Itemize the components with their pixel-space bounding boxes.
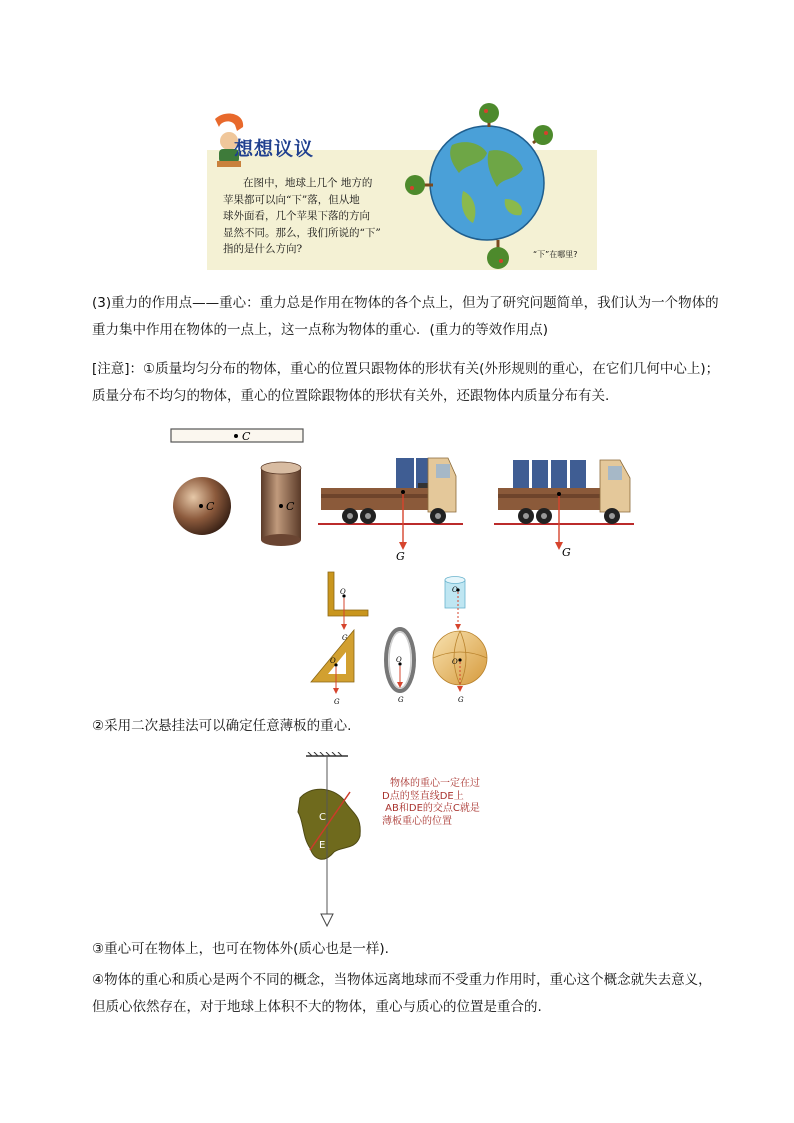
paragraph-line: ④物体的重心和质心是两个不同的概念，当物体远离地球而不受重力作用时，重心这个概念就失去意义， xyxy=(92,972,712,988)
center-of-mass-paragraph xyxy=(92,967,732,1021)
center-point-label: C xyxy=(319,812,326,823)
svg-text:O: O xyxy=(340,588,346,596)
paragraph-line: 重力集中作用在物体的一点上，这一点称为物体的重心．(重力的等效作用点) xyxy=(92,322,549,338)
paragraph-line: 但质心依然存在，对于地球上体积不大的物体，重心与质心的位置是重合的. xyxy=(92,999,542,1015)
think-discuss-title: 想想议议 xyxy=(234,138,315,160)
suspension-figure xyxy=(290,752,520,932)
suspension-method-paragraph: ②采用二次悬挂法可以确定任意薄板的重心. xyxy=(92,718,352,734)
annotation-line: 物体的重心一定在过 xyxy=(390,778,480,789)
svg-text:O: O xyxy=(396,656,402,664)
svg-text:O: O xyxy=(452,586,458,594)
annotation-line: AB和DE的交点C就是 xyxy=(382,803,480,814)
svg-text:O: O xyxy=(330,657,336,665)
svg-text:G: G xyxy=(398,696,404,704)
annotation-line: D点的竖直线DE上 xyxy=(382,790,464,802)
truck-weight-label: G xyxy=(396,550,405,563)
text-line: 球外面看，几个苹果下落的方向 xyxy=(223,210,370,222)
paragraph-line: 质量分布不均匀的物体，重心的位置除跟物体的形状有关外，还跟物体内质量分布有关. xyxy=(92,388,610,404)
triangle-plate xyxy=(311,630,354,706)
truck-weight-label: G xyxy=(562,546,571,559)
center-of-gravity-paragraph xyxy=(92,290,732,344)
suspension-annotation xyxy=(382,778,520,828)
svg-text:O: O xyxy=(452,658,458,666)
annotation-line: 薄板重心的位置 xyxy=(382,815,452,827)
irregular-plate xyxy=(298,789,360,859)
svg-text:G: G xyxy=(334,698,340,706)
note-paragraph xyxy=(92,356,732,410)
text-line: 显然不同。那么，我们所说的“下” xyxy=(223,226,381,239)
where-is-down-caption: “下”在哪里? xyxy=(533,250,578,259)
text-line: 指的是什么方向? xyxy=(223,243,303,255)
svg-text:G: G xyxy=(342,634,348,642)
text-line: 在图中，地球上几个 地方的 xyxy=(243,177,373,189)
center-inside-outside-paragraph: ③重心可在物体上，也可在物体外(质心也是一样). xyxy=(92,941,389,957)
svg-text:G: G xyxy=(458,696,464,704)
ring xyxy=(386,629,414,704)
cylinder-center-label: C xyxy=(286,500,295,513)
text-line: 苹果都可以向“下”落，但从地 xyxy=(223,193,360,206)
loaded-truck-spread xyxy=(494,460,634,559)
paragraph-line: (3)重力的作用点——重心：重力总是作用在物体的各个点上，但为了研究问题简单，我们认为一个物体的 xyxy=(92,295,719,311)
basketball xyxy=(433,631,487,704)
point-e-label: E xyxy=(319,840,326,851)
paragraph-line: [注意]：①质量均匀分布的物体，重心的位置只跟物体的形状有关(外形规则的重心，在它们几何中心上)； xyxy=(92,361,720,377)
think-discuss-text xyxy=(223,175,423,258)
sphere-center-label: C xyxy=(206,500,215,513)
l-shaped-plate xyxy=(328,572,368,642)
think-discuss-figure xyxy=(197,103,599,271)
centers-of-gravity-figure xyxy=(160,420,650,720)
bar-center-label: C xyxy=(242,430,251,443)
loaded-truck-front xyxy=(318,458,463,563)
